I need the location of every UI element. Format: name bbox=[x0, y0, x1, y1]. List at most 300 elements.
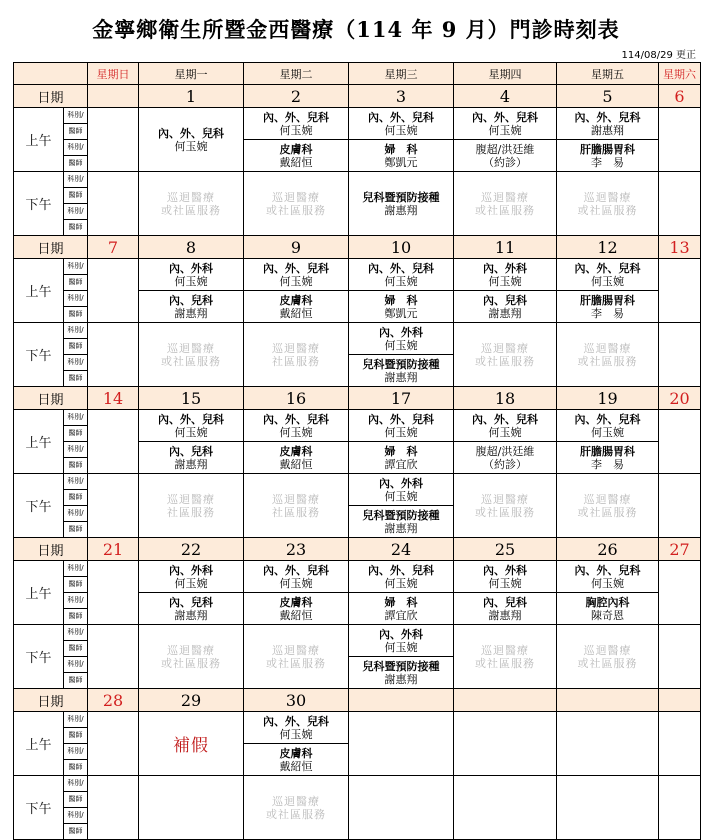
department: 內、兒科 bbox=[483, 293, 527, 307]
date-label: 日期 bbox=[14, 85, 88, 108]
doctor-name: 何玉婉 bbox=[591, 274, 624, 288]
schedule-cell-sun bbox=[88, 561, 139, 625]
date-label: 日期 bbox=[14, 538, 88, 561]
sub-label: 科別/ bbox=[64, 108, 87, 124]
department: 內、外、兒科 bbox=[368, 261, 434, 275]
schedule-cell-sat bbox=[659, 410, 701, 474]
clinic-block bbox=[139, 625, 243, 688]
outreach-text: 社區服務 bbox=[272, 505, 320, 519]
clinic-block bbox=[557, 108, 658, 140]
schedule-cell-wed bbox=[349, 625, 454, 689]
doctor-name: 戴紹恒 bbox=[279, 608, 313, 622]
outreach-text: 巡迴醫療 bbox=[272, 794, 320, 808]
department: 皮膚科 bbox=[279, 746, 313, 760]
outreach-text: 或社區服務 bbox=[161, 656, 221, 670]
date-cell-sun: 21 bbox=[88, 538, 139, 561]
clinic-block bbox=[244, 108, 348, 140]
clinic-block bbox=[244, 291, 348, 322]
doctor-name: 何玉婉 bbox=[279, 425, 313, 439]
schedule-cell-sun bbox=[88, 410, 139, 474]
outreach-text: 社區服務 bbox=[272, 354, 320, 368]
date-cell-tue: 2 bbox=[244, 85, 349, 108]
doctor-name: 譚宜欣 bbox=[384, 457, 418, 471]
schedule-cell-fri bbox=[557, 323, 659, 387]
schedule-cell-mon bbox=[139, 776, 244, 840]
date-cell-fri: 19 bbox=[557, 387, 659, 410]
sub-label: 醫師 bbox=[68, 374, 83, 382]
schedule-cell-sat bbox=[659, 712, 701, 776]
cell-content bbox=[454, 474, 556, 537]
sub-label: 醫師 bbox=[68, 525, 83, 533]
schedule-cell-thu bbox=[454, 259, 557, 323]
schedule-cell-fri bbox=[557, 259, 659, 323]
dept-doctor-label bbox=[64, 323, 88, 387]
pm-label: 下午 bbox=[14, 172, 64, 236]
cell-content bbox=[454, 323, 556, 386]
department: 內、外科 bbox=[379, 476, 423, 490]
cell-content bbox=[139, 561, 243, 624]
outreach-text: 或社區服務 bbox=[475, 505, 535, 519]
outreach-text: 巡迴醫療 bbox=[583, 643, 632, 657]
schedule-cell-thu bbox=[454, 172, 557, 236]
department: 腹超/洪廷維 bbox=[475, 444, 535, 458]
clinic-block bbox=[244, 410, 348, 442]
schedule-cell-fri bbox=[557, 474, 659, 538]
clinic-block bbox=[139, 410, 243, 442]
clinic-block bbox=[349, 291, 453, 322]
cell-content bbox=[557, 108, 658, 171]
sub-label: 醫師 bbox=[68, 223, 83, 231]
department: 婦 科 bbox=[384, 293, 418, 307]
outreach-text: 巡迴醫療 bbox=[481, 341, 529, 355]
doctor-name: 謝惠翔 bbox=[591, 123, 624, 137]
sub-label: 醫師 bbox=[64, 577, 87, 593]
outreach-text: 巡迴醫療 bbox=[167, 190, 215, 204]
department: 內、外科 bbox=[483, 563, 527, 577]
date-cell-thu: 18 bbox=[454, 387, 557, 410]
schedule-cell-wed bbox=[349, 474, 454, 538]
doctor-name: 何玉婉 bbox=[174, 576, 208, 590]
doctor-name: 何玉婉 bbox=[384, 640, 418, 654]
date-cell-sat bbox=[659, 689, 701, 712]
pm-row bbox=[14, 323, 701, 387]
doctor-name: 謝惠翔 bbox=[488, 306, 522, 320]
clinic-block bbox=[349, 593, 453, 624]
doctor-name: 李 易 bbox=[591, 457, 624, 471]
cell-content bbox=[454, 410, 556, 473]
clinic-block bbox=[139, 712, 243, 775]
clinic-block bbox=[454, 561, 556, 593]
clinic-block bbox=[244, 442, 348, 473]
schedule-cell-thu bbox=[454, 474, 557, 538]
department: 內、外、兒科 bbox=[368, 563, 434, 577]
sub-label: 醫師 bbox=[64, 728, 87, 744]
outreach-text: 巡迴醫療 bbox=[481, 643, 529, 657]
doctor-name: 戴紹恒 bbox=[279, 155, 313, 169]
clinic-block bbox=[349, 140, 453, 171]
date-cell-thu: 25 bbox=[454, 538, 557, 561]
schedule-cell-tue bbox=[244, 561, 349, 625]
schedule-cell-wed bbox=[349, 410, 454, 474]
cell-content bbox=[244, 323, 348, 386]
dept-doctor-label bbox=[64, 172, 88, 236]
schedule-cell-tue bbox=[244, 712, 349, 776]
clinic-block bbox=[349, 172, 453, 235]
department: 內、外、兒科 bbox=[574, 563, 641, 577]
cell-content bbox=[557, 625, 658, 688]
department: 皮膚科 bbox=[279, 595, 313, 609]
schedule-cell-sun bbox=[88, 625, 139, 689]
department: 肝膽腸胃科 bbox=[580, 293, 635, 307]
schedule-cell-mon bbox=[139, 410, 244, 474]
doctor-name: 何玉婉 bbox=[279, 727, 313, 741]
pm-row bbox=[14, 776, 701, 840]
cell-content bbox=[244, 474, 348, 537]
pm-label: 下午 bbox=[14, 776, 64, 840]
clinic-block bbox=[454, 172, 556, 235]
cell-content bbox=[139, 474, 243, 537]
page-title: 金寧鄉衛生所暨金西醫療（114 年 9 月）門診時刻表 bbox=[92, 17, 620, 42]
cell-content bbox=[244, 776, 348, 839]
cell-content bbox=[244, 259, 348, 322]
outreach-text: 巡迴醫療 bbox=[481, 492, 529, 506]
clinic-block bbox=[349, 323, 453, 355]
schedule-cell-sat bbox=[659, 323, 701, 387]
sub-label: 醫師 bbox=[64, 339, 87, 355]
date-row bbox=[14, 85, 701, 108]
schedule-cell-wed bbox=[349, 712, 454, 776]
cell-content bbox=[244, 410, 348, 473]
date-cell-tue: 9 bbox=[244, 236, 349, 259]
department: 內、外、兒科 bbox=[158, 126, 224, 140]
clinic-block bbox=[557, 561, 658, 593]
cell-content bbox=[454, 172, 556, 235]
cell-content bbox=[244, 625, 348, 688]
schedule-cell-thu bbox=[454, 108, 557, 172]
clinic-block bbox=[557, 625, 658, 688]
dept-doctor-label bbox=[64, 712, 88, 776]
outreach-text: 巡迴醫療 bbox=[583, 190, 632, 204]
outreach-text: 巡迴醫療 bbox=[167, 341, 215, 355]
schedule-cell-thu bbox=[454, 410, 557, 474]
date-cell-mon: 8 bbox=[139, 236, 244, 259]
schedule-cell-fri bbox=[557, 776, 659, 840]
department: 皮膚科 bbox=[279, 293, 313, 307]
schedule-cell-mon bbox=[139, 108, 244, 172]
doctor-name: 何玉婉 bbox=[279, 274, 313, 288]
dept-doctor-label bbox=[64, 108, 88, 172]
clinic-block bbox=[557, 442, 658, 473]
am-label: 上午 bbox=[14, 410, 64, 474]
schedule-cell-wed bbox=[349, 561, 454, 625]
date-cell-fri: 12 bbox=[557, 236, 659, 259]
clinic-block bbox=[244, 776, 348, 839]
cell-content bbox=[244, 712, 348, 775]
date-cell-wed bbox=[349, 689, 454, 712]
date-cell-mon: 29 bbox=[139, 689, 244, 712]
schedule-cell-sat bbox=[659, 259, 701, 323]
dept-doctor-label bbox=[64, 474, 88, 538]
date-cell-tue: 16 bbox=[244, 387, 349, 410]
sub-label: 科別/ bbox=[64, 172, 87, 188]
dept-doctor-label bbox=[64, 776, 88, 840]
clinic-block bbox=[349, 506, 453, 537]
weekday-wed: 星期三 bbox=[349, 63, 454, 85]
clinic-block bbox=[139, 442, 243, 473]
sub-label: 科別/ bbox=[64, 776, 87, 792]
date-cell-sat: 6 bbox=[659, 85, 701, 108]
outreach-text: 或社區服務 bbox=[266, 807, 326, 821]
pm-label: 下午 bbox=[14, 323, 64, 387]
sub-label: 科別/ bbox=[64, 474, 87, 490]
sub-label: 醫師 bbox=[64, 275, 87, 291]
department: 內、外、兒科 bbox=[472, 110, 538, 124]
outreach-text: 巡迴醫療 bbox=[167, 643, 215, 657]
doctor-name: 何玉婉 bbox=[384, 338, 418, 352]
am-row bbox=[14, 410, 701, 474]
department: 內、外、兒科 bbox=[263, 110, 329, 124]
sub-label: 科別/ bbox=[64, 410, 87, 426]
clinic-block bbox=[454, 259, 556, 291]
date-row bbox=[14, 689, 701, 712]
date-cell-sun: 28 bbox=[88, 689, 139, 712]
clinic-block bbox=[557, 410, 658, 442]
schedule-cell-sat bbox=[659, 474, 701, 538]
outreach-text: 或社區服務 bbox=[266, 203, 326, 217]
date-label: 日期 bbox=[14, 689, 88, 712]
sub-label: 醫師 bbox=[64, 641, 87, 657]
outreach-text: 或社區服務 bbox=[266, 656, 326, 670]
clinic-block bbox=[244, 712, 348, 744]
sub-label: 醫師 bbox=[64, 490, 87, 506]
cell-content bbox=[557, 259, 658, 322]
clinic-block bbox=[139, 259, 243, 291]
outreach-text: 或社區服務 bbox=[577, 656, 638, 670]
doctor-name: 何玉婉 bbox=[384, 489, 418, 503]
clinic-block bbox=[557, 323, 658, 386]
clinic-block bbox=[244, 323, 348, 386]
pm-row bbox=[14, 474, 701, 538]
department: 內、外、兒科 bbox=[574, 261, 641, 275]
clinic-block bbox=[139, 593, 243, 624]
doctor-name: 何玉婉 bbox=[384, 123, 418, 137]
schedule-table bbox=[13, 62, 701, 840]
weekday-sun: 星期日 bbox=[88, 63, 139, 85]
date-cell-wed: 3 bbox=[349, 85, 454, 108]
dept-doctor-label bbox=[64, 625, 88, 689]
outreach-text: 或社區服務 bbox=[161, 203, 221, 217]
department: 內、外、兒科 bbox=[368, 110, 434, 124]
clinic-block bbox=[349, 259, 453, 291]
clinic-block bbox=[454, 474, 556, 537]
department: 內、兒科 bbox=[169, 444, 213, 458]
doctor-name: 何玉婉 bbox=[591, 425, 624, 439]
department: 內、外、兒科 bbox=[472, 412, 538, 426]
department: 內、外、兒科 bbox=[158, 412, 224, 426]
clinic-block bbox=[349, 108, 453, 140]
cell-content bbox=[139, 108, 243, 171]
schedule-cell-wed bbox=[349, 172, 454, 236]
doctor-name: 何玉婉 bbox=[384, 425, 418, 439]
header-corner bbox=[14, 63, 88, 85]
sub-label: 醫師 bbox=[68, 676, 83, 684]
outreach-text: 巡迴醫療 bbox=[481, 190, 529, 204]
clinic-block bbox=[557, 259, 658, 291]
sub-label: 醫師 bbox=[68, 461, 83, 469]
sub-label: 科別/ bbox=[64, 291, 87, 307]
doctor-name: 戴紹恒 bbox=[279, 306, 313, 320]
department: 內、外、兒科 bbox=[263, 563, 329, 577]
sub-label: 科別/ bbox=[64, 593, 87, 609]
sub-label: 醫師 bbox=[68, 763, 83, 771]
clinic-block bbox=[349, 625, 453, 657]
outreach-text: 或社區服務 bbox=[577, 203, 638, 217]
schedule-cell-wed bbox=[349, 259, 454, 323]
cell-content bbox=[557, 561, 658, 624]
doctor-name: 何玉婉 bbox=[488, 123, 522, 137]
clinic-block bbox=[139, 108, 243, 171]
schedule-cell-tue bbox=[244, 259, 349, 323]
department: 內、外、兒科 bbox=[263, 261, 329, 275]
sub-label: 科別/ bbox=[64, 204, 87, 220]
date-cell-thu bbox=[454, 689, 557, 712]
sub-label: 科別/ bbox=[64, 355, 87, 371]
schedule-cell-fri bbox=[557, 410, 659, 474]
clinic-block bbox=[244, 140, 348, 171]
sub-label: 科別/ bbox=[64, 323, 87, 339]
clinic-block bbox=[244, 625, 348, 688]
cell-content bbox=[349, 108, 453, 171]
doctor-name: 謝惠翔 bbox=[174, 457, 208, 471]
weekday-sat: 星期六 bbox=[659, 63, 701, 85]
doctor-name: 謝惠翔 bbox=[384, 521, 418, 535]
pm-label: 下午 bbox=[14, 625, 64, 689]
pm-label: 下午 bbox=[14, 474, 64, 538]
doctor-name: 何玉婉 bbox=[591, 576, 624, 590]
clinic-block bbox=[454, 108, 556, 140]
date-cell-sat: 20 bbox=[659, 387, 701, 410]
doctor-name: 何玉婉 bbox=[279, 123, 313, 137]
department: 兒科暨預防接種 bbox=[362, 659, 440, 673]
clinic-block bbox=[557, 593, 658, 624]
department: 內、外科 bbox=[379, 627, 423, 641]
cell-content bbox=[244, 561, 348, 624]
cell-content bbox=[557, 410, 658, 473]
schedule-cell-mon bbox=[139, 474, 244, 538]
outreach-text: 或社區服務 bbox=[475, 354, 535, 368]
sub-label: 醫師 bbox=[64, 188, 87, 204]
cell-content bbox=[139, 712, 243, 775]
clinic-block bbox=[349, 561, 453, 593]
outreach-text: 巡迴醫療 bbox=[583, 492, 632, 506]
schedule-cell-fri bbox=[557, 561, 659, 625]
date-row bbox=[14, 387, 701, 410]
department: 皮膚科 bbox=[279, 444, 313, 458]
date-cell-sat: 27 bbox=[659, 538, 701, 561]
schedule-cell-mon bbox=[139, 172, 244, 236]
weekday-mon: 星期一 bbox=[139, 63, 244, 85]
doctor-name: 謝惠翔 bbox=[488, 608, 522, 622]
clinic-block bbox=[454, 323, 556, 386]
doctor-name: 何玉婉 bbox=[174, 274, 208, 288]
weekday-thu: 星期四 bbox=[454, 63, 557, 85]
doctor-name: 李 易 bbox=[591, 306, 624, 320]
cell-content bbox=[349, 172, 453, 235]
sub-label: 醫師 bbox=[64, 124, 87, 140]
date-label: 日期 bbox=[14, 387, 88, 410]
am-label: 上午 bbox=[14, 712, 64, 776]
schedule-cell-thu bbox=[454, 561, 557, 625]
department: 胸腔內科 bbox=[585, 595, 630, 609]
schedule-cell-sun bbox=[88, 323, 139, 387]
am-row bbox=[14, 108, 701, 172]
cell-content bbox=[557, 172, 658, 235]
schedule-cell-sun bbox=[88, 712, 139, 776]
department: 內、外科 bbox=[169, 563, 213, 577]
date-cell-wed: 24 bbox=[349, 538, 454, 561]
schedule-cell-fri bbox=[557, 625, 659, 689]
am-row bbox=[14, 259, 701, 323]
department: 內、兒科 bbox=[483, 595, 527, 609]
date-cell-mon: 22 bbox=[139, 538, 244, 561]
clinic-block bbox=[454, 291, 556, 322]
weekday-tue: 星期二 bbox=[244, 63, 349, 85]
cell-content bbox=[454, 108, 556, 171]
sub-label: 科別/ bbox=[64, 259, 87, 275]
schedule-cell-mon bbox=[139, 712, 244, 776]
am-label: 上午 bbox=[14, 561, 64, 625]
doctor-name: 譚宜欣 bbox=[384, 608, 418, 622]
schedule-cell-tue bbox=[244, 108, 349, 172]
outreach-text: 巡迴醫療 bbox=[272, 492, 320, 506]
clinic-block bbox=[139, 172, 243, 235]
cell-content bbox=[139, 172, 243, 235]
clinic-block bbox=[454, 410, 556, 442]
weekday-header-row bbox=[14, 63, 701, 85]
schedule-cell-sat bbox=[659, 172, 701, 236]
date-cell-fri: 5 bbox=[557, 85, 659, 108]
date-cell-mon: 15 bbox=[139, 387, 244, 410]
date-cell-wed: 10 bbox=[349, 236, 454, 259]
schedule-cell-mon bbox=[139, 625, 244, 689]
outreach-text: 巡迴醫療 bbox=[272, 190, 320, 204]
date-cell-sun: 7 bbox=[88, 236, 139, 259]
department: 內、兒科 bbox=[169, 293, 213, 307]
clinic-block bbox=[139, 474, 243, 537]
schedule-cell-sun bbox=[88, 259, 139, 323]
clinic-block bbox=[244, 474, 348, 537]
department: 婦 科 bbox=[384, 142, 418, 156]
dept-doctor-label bbox=[64, 259, 88, 323]
clinic-block bbox=[244, 259, 348, 291]
clinic-block bbox=[244, 172, 348, 235]
department: 肝膽腸胃科 bbox=[580, 444, 635, 458]
date-label: 日期 bbox=[14, 236, 88, 259]
dept-doctor-label bbox=[64, 410, 88, 474]
cell-content bbox=[557, 323, 658, 386]
doctor-name: 何玉婉 bbox=[174, 139, 208, 153]
sub-label: 科別/ bbox=[64, 506, 87, 522]
schedule-cell-tue bbox=[244, 776, 349, 840]
sub-label: 醫師 bbox=[64, 792, 87, 808]
schedule-cell-sun bbox=[88, 108, 139, 172]
cell-content bbox=[557, 474, 658, 537]
schedule-cell-sun bbox=[88, 172, 139, 236]
clinic-block bbox=[557, 291, 658, 322]
date-cell-fri bbox=[557, 689, 659, 712]
doctor-name: 鄭凱元 bbox=[384, 155, 418, 169]
date-cell-sun: 14 bbox=[88, 387, 139, 410]
